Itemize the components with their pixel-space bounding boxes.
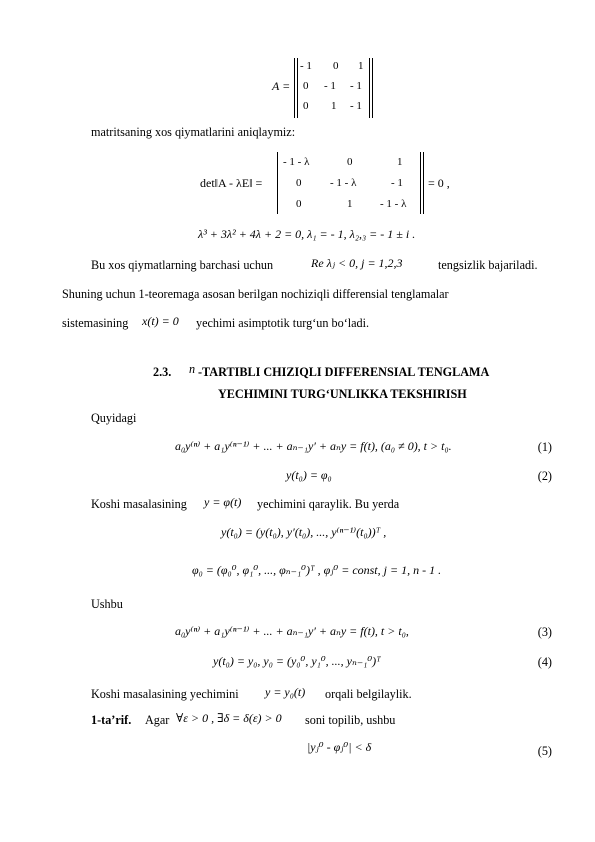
koshi-problem-text-before: Koshi masalasining: [91, 497, 187, 511]
det-prefix: det‖A - λE‖ =: [200, 176, 263, 190]
quyidagi-text: Quyidagi: [91, 411, 137, 425]
det-cell: 1: [347, 198, 353, 210]
equation-2: y(t₀) = φ₀: [286, 468, 332, 482]
definition-text-before: Agar: [145, 713, 170, 727]
det-cell: - 1: [391, 177, 403, 189]
matrix-a-cell: - 1: [350, 80, 362, 92]
definition-math: ∀ε > 0 , ∃δ = δ(ε) > 0: [176, 711, 282, 725]
paragraph-stability-line2: Shuning uchun 1-teoremaga asosan berilgan nochiziqli differensial tenglamalar: [62, 287, 449, 301]
section-title-line2: YECHIMINI TURG‘UNLIKKA TEKSHIRISH: [218, 387, 467, 401]
det-suffix: = 0 ,: [428, 176, 450, 190]
koshi-problem-text-after: yechimini qaraylik. Bu yerda: [257, 497, 400, 511]
vector-equation-y: y(t₀) = (y(t₀), y′(t₀), ..., y⁽ⁿ⁻¹⁾(t₀))ᵀ ,: [221, 525, 387, 539]
det-cell: 1: [397, 156, 403, 168]
matrix-a-label: A =: [272, 79, 291, 93]
matrix-a-bar-right: [369, 58, 370, 118]
definition-label: 1-ta’rif.: [91, 713, 132, 727]
equation-5-number: (5): [537, 744, 552, 758]
det-cell: 0: [347, 156, 353, 168]
paragraph-stability-line3-after: yechimi asimptotik turg‘un bo‘ladi.: [196, 316, 370, 330]
ushbu-text: Ushbu: [91, 597, 123, 611]
equation-4: y(t₀) = y₀, y₀ = (y₀⁰, y₁⁰, ..., yₙ₋₁⁰)ᵀ: [213, 654, 381, 668]
paragraph-stability-after: tengsizlik bajariladi.: [438, 258, 538, 272]
det-bar-right: [420, 152, 421, 214]
matrix-a-cell: 1: [358, 60, 364, 72]
matrix-a-bar-left: [294, 58, 295, 118]
equation-4-number: (4): [537, 655, 552, 669]
matrix-a-cell: 0: [333, 60, 339, 72]
paragraph-stability-math: Re λⱼ < 0, j = 1,2,3: [311, 256, 403, 270]
koshi-solution-text-after: orqali belgilaylik.: [325, 687, 412, 701]
det-cell: 0: [296, 198, 302, 210]
paragraph-eigenvalues: matritsaning xos qiymatlarini aniqlaymiz:: [91, 125, 296, 139]
det-bar-left: [277, 152, 278, 214]
paragraph-stability-line3-before: sistemasining: [62, 316, 129, 330]
equation-1: a₀y⁽ⁿ⁾ + a₁y⁽ⁿ⁻¹⁾ + ... + aₙ₋₁y′ + aₙy = f(t), (a₀ ≠ 0), t > t₀.: [175, 439, 452, 453]
matrix-a-cell: - 1: [324, 80, 336, 92]
det-cell: 0: [296, 177, 302, 189]
matrix-a-bar-right2: [372, 58, 373, 118]
characteristic-equation: λ³ + 3λ² + 4λ + 2 = 0, λ₁ = - 1, λ₂,₃ = - 1 ± i .: [198, 227, 416, 241]
equation-5: |yⱼ⁰ - φⱼ⁰| < δ: [307, 740, 372, 754]
equation-2-number: (2): [537, 469, 552, 483]
koshi-solution-math: y = y₀(t): [265, 685, 306, 699]
vector-equation-phi: φ₀ = (φ₀⁰, φ₁⁰, ..., φₙ₋₁⁰)ᵀ , φⱼ⁰ = const, j = 1, n - 1 .: [192, 563, 442, 577]
definition-text-after: soni topilib, ushbu: [305, 713, 396, 727]
section-n: n: [189, 362, 196, 376]
det-cell: - 1 - λ: [283, 156, 310, 168]
det-cell: - 1 - λ: [330, 177, 357, 189]
koshi-problem-math: y = φ(t): [204, 495, 242, 509]
matrix-a-bar-left2: [297, 58, 298, 118]
paragraph-stability-line3-math: x(t) = 0: [142, 314, 179, 328]
matrix-a-cell: 0: [303, 100, 309, 112]
paragraph-stability-before: Bu xos qiymatlarning barchasi uchun: [91, 258, 274, 272]
section-title-line1: -TARTIBLI CHIZIQLI DIFFERENSIAL TENGLAMA: [198, 365, 490, 379]
section-number: 2.3.: [153, 365, 172, 379]
matrix-a-cell: 1: [331, 100, 337, 112]
equation-3-number: (3): [537, 625, 552, 639]
det-bar-right2: [423, 152, 424, 214]
koshi-solution-text-before: Koshi masalasining yechimini: [91, 687, 239, 701]
equation-1-number: (1): [537, 440, 552, 454]
matrix-a-cell: - 1: [300, 60, 312, 72]
det-cell: - 1 - λ: [380, 198, 407, 210]
matrix-a-cell: - 1: [350, 100, 362, 112]
equation-3: a₀y⁽ⁿ⁾ + a₁y⁽ⁿ⁻¹⁾ + ... + aₙ₋₁y′ + aₙy = f(t), t > t₀,: [175, 624, 409, 638]
matrix-a-cell: 0: [303, 80, 309, 92]
